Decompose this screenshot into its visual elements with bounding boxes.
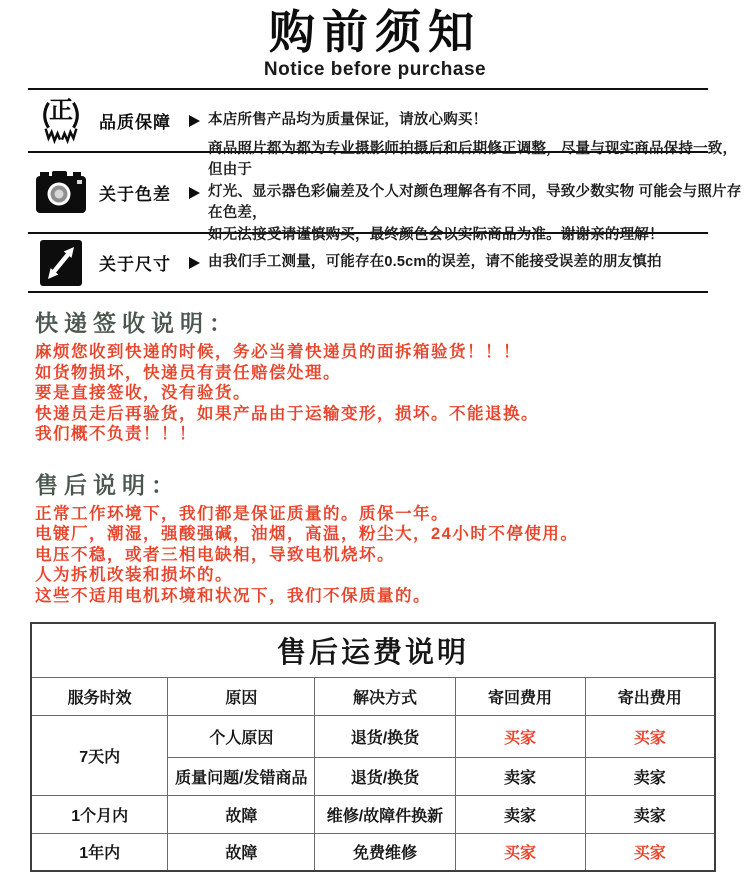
cell-send-fee: 买家	[585, 715, 715, 757]
delivery-line: 快递员走后再验货，如果产品由于运输变形，损坏。不能退换。	[35, 404, 539, 423]
aftersale-section	[35, 470, 750, 607]
page-subtitle: Notice before purchase	[263, 59, 487, 80]
cell-send-fee: 卖家	[585, 757, 715, 795]
column-header-return-fee: 寄回费用	[455, 677, 585, 715]
aftersale-section-heading: 售后说明：	[35, 471, 180, 498]
table-row	[31, 833, 715, 871]
cell-solution: 退货/换货	[315, 757, 455, 795]
aftersale-line: 电压不稳，或者三相电缺相，导致电机烧坏。	[35, 545, 395, 564]
aftersale-section-body	[35, 504, 750, 607]
aftersale-line: 人为拆机改装和损坏的。	[35, 566, 233, 584]
cell-solution: 维修/故障件换新	[315, 795, 455, 833]
delivery-signoff-section	[35, 308, 750, 445]
delivery-line: 我们概不负责！！！	[35, 425, 197, 443]
notice-text-color-line1: 商品照片都为都为专业摄影师拍摄后和后期修正调整，尽量与现实商品保持一致，但由于	[208, 140, 738, 179]
aftersale-line: 正常工作环境下，我们都是保证质量的。质保一年。	[35, 504, 449, 523]
cell-send-fee: 买家	[585, 833, 715, 871]
notice-text-quality: 本店所售产品均为质量保证，请放心购买！	[208, 111, 488, 128]
cell-return-fee: 卖家	[455, 795, 585, 833]
delivery-section-heading: 快递签收说明：	[35, 310, 238, 336]
page-title: 购前须知	[269, 6, 481, 58]
table-title: 售后运费说明	[31, 623, 715, 677]
arrow-right-icon	[189, 187, 200, 199]
table-title-row	[31, 623, 715, 677]
authentic-hands-icon	[33, 96, 89, 146]
cell-reason: 个人原因	[168, 715, 315, 757]
delivery-line: 麻烦您收到快递的时候，务必当着快递员的面拆箱验货！！！	[35, 343, 521, 361]
cell-period: 7天内	[31, 715, 168, 795]
delivery-line: 如货物损坏，快递员有责任赔偿处理。	[35, 363, 341, 382]
aftersale-line: 这些不适用电机环境和状况下，我们不保质量的。	[35, 586, 431, 605]
table-row	[31, 715, 715, 757]
delivery-line: 要是直接签收，没有验货。	[35, 384, 251, 402]
cell-solution: 免费维修	[315, 833, 455, 871]
camera-icon	[33, 171, 89, 215]
page-header	[0, 0, 750, 81]
notice-text-size: 由我们手工测量，可能存在0.5cm的误差，请不能接受误差的朋友慎拍	[208, 253, 662, 270]
notice-text-color-line2: 灯光、显示器色彩偏差及个人对颜色理解各有不同，导致少数实物 可能会与照片存在色差，	[208, 183, 742, 222]
cell-period: 1个月内	[31, 795, 168, 833]
cell-return-fee: 卖家	[455, 757, 585, 795]
column-header-solution: 解决方式	[315, 677, 455, 715]
column-header-period: 服务时效	[31, 677, 168, 715]
cell-reason: 故障	[168, 795, 315, 833]
cell-solution: 退货/换货	[315, 715, 455, 757]
svg-text:正: 正	[49, 96, 73, 124]
column-header-send-fee: 寄出费用	[585, 677, 715, 715]
cell-period: 1年内	[31, 833, 168, 871]
shipping-fee-table	[30, 622, 716, 872]
table-row	[31, 795, 715, 833]
notice-row-color	[0, 140, 750, 243]
cell-reason: 质量问题/发错商品	[168, 757, 315, 795]
aftersale-line: 电镀厂，潮湿，强酸强碱，油烟，高温，粉尘大，24小时不停使用。	[35, 525, 579, 543]
notice-text-color	[208, 139, 750, 247]
cell-return-fee: 买家	[455, 715, 585, 757]
notice-text-color-line3: 如无法接受请谨慎购买，最终颜色会以实际商品为准。谢谢亲的理解！	[208, 226, 664, 243]
table-header-row	[31, 677, 715, 715]
divider-line	[28, 291, 708, 293]
column-header-reason: 原因	[168, 677, 315, 715]
delivery-section-body	[35, 342, 750, 445]
arrow-right-icon	[189, 257, 200, 269]
cell-return-fee: 买家	[455, 833, 585, 871]
arrow-right-icon	[189, 115, 200, 127]
notice-label-color: 关于色差	[99, 185, 171, 204]
cell-reason: 故障	[168, 833, 315, 871]
notice-label-size: 关于尺寸	[99, 255, 171, 274]
notice-label-quality: 品质保障	[99, 113, 171, 132]
cell-send-fee: 卖家	[585, 795, 715, 833]
measure-arrow-icon	[33, 240, 89, 286]
